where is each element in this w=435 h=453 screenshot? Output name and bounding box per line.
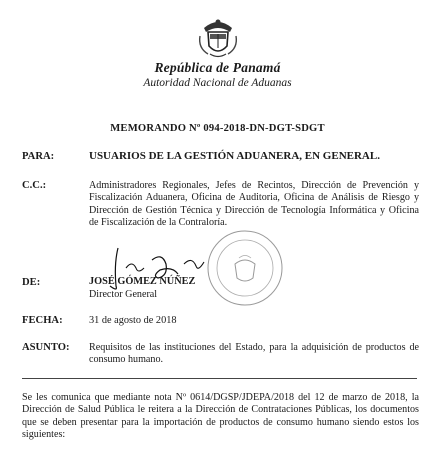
republic-heading: República de Panamá: [154, 60, 281, 75]
fecha-label: FECHA:: [22, 315, 63, 326]
sender-name: JOSÉ GÓMEZ NÚÑEZ: [89, 276, 196, 287]
sender-title: Director General: [89, 289, 158, 300]
memo-title: MEMORANDO Nº 094-2018-DN-DGT-SDGT: [110, 123, 325, 134]
asunto-value: Requisitos de las instituciones del Estado, para la adquisición de productos de consumo humano.: [89, 342, 419, 366]
body-paragraph: Se les comunica que mediante nota Nº 0614/DGSP/JDEPA/2018 del 12 de marzo de 2018, la Dirección de Salud Pública le reitera a la Dirección de Contrataciones Públicas, los documentos que se deben presentar para la importación de productos de consumo humano siendo estos los siguientes:: [22, 392, 419, 441]
authority-heading: Autoridad Nacional de Aduanas: [143, 77, 292, 89]
para-label: PARA:: [22, 151, 55, 162]
fecha-value: 31 de agosto de 2018: [89, 315, 177, 326]
asunto-label: ASUNTO:: [22, 342, 70, 353]
para-value: USUARIOS DE LA GESTIÓN ADUANERA, EN GENERAL.: [89, 150, 380, 162]
divider: [22, 378, 417, 379]
official-seal-icon: [205, 228, 285, 308]
cc-value: Administradores Regionales, Jefes de Recintos, Dirección de Prevención y Fiscalización Aduanera, Oficina de Auditoria, Oficina de Análisis de Riesgo y Dirección de Gestión Técnica y Dirección de Tecnología Informática y Oficina de Fiscalización de la Contraloría.: [89, 180, 419, 228]
de-label: DE:: [22, 277, 41, 288]
panama-coat-of-arms-icon: [196, 14, 240, 60]
cc-label: C.C.:: [22, 180, 47, 191]
